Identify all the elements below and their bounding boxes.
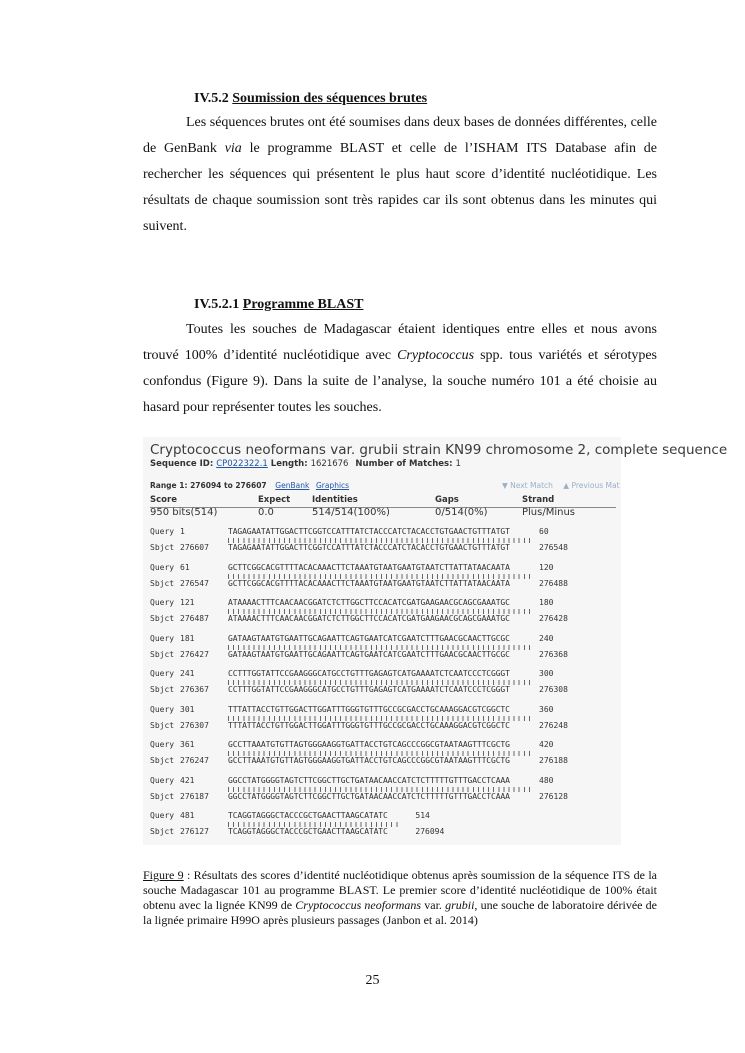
alignment-subject-row xyxy=(150,756,620,767)
alignment-subject-row xyxy=(150,685,620,696)
subject-label: Sbjct xyxy=(150,614,175,623)
subject-end: 276548 xyxy=(539,543,568,552)
subject-sequence: GGCCTATGGGGTAGTCTTCGGCTTGCTGATAACAACCATCTCTTTTTGTTTGACCTCAAA xyxy=(228,791,510,801)
subject-end: 276488 xyxy=(539,578,568,588)
subject-start: 276307 xyxy=(180,720,209,730)
score-summary xyxy=(150,495,616,519)
subject-sequence: CCTTTGGTATTCCGAAGGGCATGCCTGTTTGAGAGTCATGAAAATCTCAATCCCTCGGGT xyxy=(228,685,510,694)
blast-result-figure xyxy=(143,437,728,845)
subject-end: 276368 xyxy=(539,649,568,659)
subject-end: 276428 xyxy=(539,614,568,623)
query-end: 514 xyxy=(415,811,430,820)
query-label: Query xyxy=(150,669,175,678)
alignment-query-row xyxy=(150,776,620,787)
graphics-link[interactable]: Graphics xyxy=(315,481,350,490)
subject-start: 276547 xyxy=(180,578,209,588)
query-label: Query xyxy=(150,775,175,785)
query-end: 360 xyxy=(539,704,554,714)
query-start: 1 xyxy=(180,527,185,536)
subject-start: 276427 xyxy=(180,649,209,659)
query-sequence: GCCTTAAATGTGTTAGTGGGAAGGTGATTACCTGTCAGCCCGGCGTAATAAGTTTCGCTG xyxy=(228,740,510,749)
subject-sequence: ATAAAACTTTCAACAACGGATCTCTTGGCTTCCACATCGATGAAGAACGCAGCGAAATGC xyxy=(228,614,510,623)
page-number: 25 xyxy=(365,973,380,988)
query-label: Query xyxy=(150,704,175,714)
query-sequence: GCTTCGGCACGTTTTACACAAACTTCTAAATGTAATGAATGTAATCTTATTATAACAATA xyxy=(228,562,510,572)
section-heading-iv-5-2-1 xyxy=(194,297,363,313)
gaps-value: 0/514(0%) xyxy=(435,507,488,518)
score-header: Score xyxy=(150,495,177,505)
alignment-subject-row xyxy=(150,827,620,838)
alignment-subject-row xyxy=(150,543,620,554)
subject-label: Sbjct xyxy=(150,720,175,730)
alignment-query-row xyxy=(150,669,620,680)
subject-end: 276308 xyxy=(539,685,568,694)
figure-label: Figure 9 xyxy=(143,868,184,882)
alignment-subject-row xyxy=(150,614,620,625)
query-sequence: TAGAGAATATTGGACTTCGGTCCATTTATCTACCCATCTACACCTGTGAACTGTTTATGT xyxy=(228,527,510,536)
figure-title: Cryptococcus neoformans var. grubii strain KN99 chromosome 2, complete sequence xyxy=(150,442,728,458)
subject-label: Sbjct xyxy=(150,649,175,659)
alignment-query-row xyxy=(150,598,620,609)
subject-label: Sbjct xyxy=(150,578,175,588)
paragraph-blast: Toutes les souches de Madagascar étaient identiques entre elles et nous avons trouvé 100% d’identité nucléotidique avec Cryptococcus spp. tous variétés et sérotypes confondus (Figure 9). Dans la suite de l’analyse, la souche numéro 101 a été choisie au hasard pour représenter toutes les souches. xyxy=(143,322,658,415)
query-end: 60 xyxy=(539,527,549,536)
paragraph-submission: Les séquences brutes ont été soumises dans deux bases de données différentes, celle de GenBank via le programme BLAST et celle de l’ISHAM ITS Database afin de rechercher les séquences qui présentent le plus haut score d’identité nucléotidique. Les résultats de chaque soumission sont très rapides car ils sont obtenus dans les minutes qui suivent. xyxy=(143,115,657,234)
query-start: 301 xyxy=(180,704,195,714)
strand-header: Strand xyxy=(522,495,555,505)
range-bar xyxy=(150,481,621,492)
query-start: 121 xyxy=(180,598,195,607)
query-sequence: GATAAGTAATGTGAATTGCAGAATTCAGTGAATCATCGAATCTTTGAACGCAACTTGCGC xyxy=(228,633,510,643)
previous-match-link[interactable]: ▲ Previous Mat xyxy=(563,481,620,490)
query-label: Query xyxy=(150,562,175,572)
query-label: Query xyxy=(150,740,175,749)
alignment-subject-row xyxy=(150,721,620,732)
identities-header: Identities xyxy=(312,495,358,505)
subject-end: 276248 xyxy=(539,720,568,730)
subject-sequence: TAGAGAATATTGGACTTCGGTCCATTTATCTACCCATCTACACCTGTGAACTGTTTATGT xyxy=(228,543,510,552)
strand-value: Plus/Minus xyxy=(522,507,576,518)
query-label: Query xyxy=(150,527,175,536)
query-end: 480 xyxy=(539,775,554,785)
identities-value: 514/514(100%) xyxy=(312,507,390,518)
subject-sequence: TTTATTACCTGTTGGACTTGGATTTGGGTGTTTGCCGCGACCTGCAAAGGACGTCGGCTC xyxy=(228,720,510,730)
match-navigation xyxy=(502,481,620,490)
query-sequence: TTTATTACCTGTTGGACTTGGATTTGGGTGTTTGCCGCGACCTGCAAAGGACGTCGGCTC xyxy=(228,704,510,714)
alignment-query-row xyxy=(150,705,620,716)
query-start: 421 xyxy=(180,775,195,785)
subject-start: 276487 xyxy=(180,614,209,623)
subject-end: 276094 xyxy=(415,827,445,836)
query-sequence: CCTTTGGTATTCCGAAGGGCATGCCTGTTTGAGAGTCATGAAAATCTCAATCCCTCGGGT xyxy=(228,669,510,678)
query-end: 240 xyxy=(539,633,554,643)
alignment-query-row xyxy=(150,740,620,751)
query-start: 61 xyxy=(180,562,190,572)
query-end: 180 xyxy=(539,598,554,607)
query-start: 481 xyxy=(180,811,195,820)
sequence-id-link[interactable]: CP022322.1 xyxy=(216,459,268,469)
query-start: 181 xyxy=(180,633,195,643)
subject-start: 276247 xyxy=(180,756,209,765)
subject-start: 276127 xyxy=(180,827,209,836)
expect-value: 0.0 xyxy=(258,507,274,518)
subject-end: 276188 xyxy=(539,756,568,765)
section-heading-iv-5-2 xyxy=(194,91,427,107)
subject-label: Sbjct xyxy=(150,685,175,694)
query-start: 361 xyxy=(180,740,195,749)
query-start: 241 xyxy=(180,669,195,678)
query-end: 120 xyxy=(539,562,554,572)
subject-label: Sbjct xyxy=(150,791,175,801)
subject-label: Sbjct xyxy=(150,543,175,552)
next-match-link[interactable]: ▼ Next Match xyxy=(502,481,553,490)
subject-start: 276367 xyxy=(180,685,209,694)
query-end: 300 xyxy=(539,669,554,678)
subject-start: 276607 xyxy=(180,543,209,552)
subject-sequence: GATAAGTAATGTGAATTGCAGAATTCAGTGAATCATCGAATCTTTGAACGCAACTTGCGC xyxy=(228,649,510,659)
alignment-query-row xyxy=(150,634,620,645)
query-sequence: GGCCTATGGGGTAGTCTTCGGCTTGCTGATAACAACCATCTCTTTTTGTTTGACCTCAAA xyxy=(228,775,510,785)
score-value: 950 bits(514) xyxy=(150,507,218,518)
query-sequence: ATAAAACTTTCAACAACGGATCTCTTGGCTTCCACATCGATGAAGAACGCAGCGAAATGC xyxy=(228,598,510,607)
section-number: IV.5.2.1 xyxy=(194,297,240,312)
subject-sequence: GCCTTAAATGTGTTAGTGGGAAGGTGATTACCTGTCAGCCCGGCGTAATAAGTTTCGCTG xyxy=(228,756,510,765)
genbank-link[interactable]: GenBank xyxy=(275,481,310,490)
section-title: Programme BLAST xyxy=(242,297,364,312)
subject-label: Sbjct xyxy=(150,827,175,836)
subject-sequence: TCAGGTAGGGCTACCCGCTGAACTTAAGCATATC xyxy=(228,827,388,836)
section-title: Soumission des séquences brutes xyxy=(232,91,428,106)
subject-start: 276187 xyxy=(180,791,209,801)
subject-end: 276128 xyxy=(539,791,568,801)
query-sequence: TCAGGTAGGGCTACCCGCTGAACTTAAGCATATC xyxy=(228,811,388,820)
subject-sequence: GCTTCGGCACGTTTTACACAAACTTCTAAATGTAATGAATGTAATCTTATTATAACAATA xyxy=(228,578,510,588)
query-label: Query xyxy=(150,811,175,820)
subject-label: Sbjct xyxy=(150,756,175,765)
alignment-query-row xyxy=(150,563,620,574)
sequence-meta: Sequence ID: CP022322.1 Length: 1621676 Number of Matches: 1 xyxy=(150,459,461,469)
figure-caption: Figure 9 : Résultats des scores d’identité nucléotidique obtenus après soumission de la séquence ITS de la souche Madagascar 101 au programme BLAST. Le premier score d’identité nucléotidique de 100% était obtenu avec la lignée KN99 de Cryptococcus neoformans var. grubii, une souche de laboratoire dérivée de la lignée primaire H99O après plusieurs passages (Janbon et al. 2014) xyxy=(143,868,657,927)
alignment-subject-row xyxy=(150,792,620,803)
gaps-header: Gaps xyxy=(435,495,459,505)
range-label: Range 1: 276094 to 276607 xyxy=(150,481,267,490)
alignment-query-row xyxy=(150,811,620,822)
expect-header: Expect xyxy=(258,495,291,505)
query-end: 420 xyxy=(539,740,554,749)
query-label: Query xyxy=(150,633,175,643)
section-number: IV.5.2 xyxy=(194,91,229,106)
query-label: Query xyxy=(150,598,175,607)
alignment-subject-row xyxy=(150,650,620,661)
alignment-query-row xyxy=(150,527,620,538)
alignment-subject-row xyxy=(150,579,620,590)
